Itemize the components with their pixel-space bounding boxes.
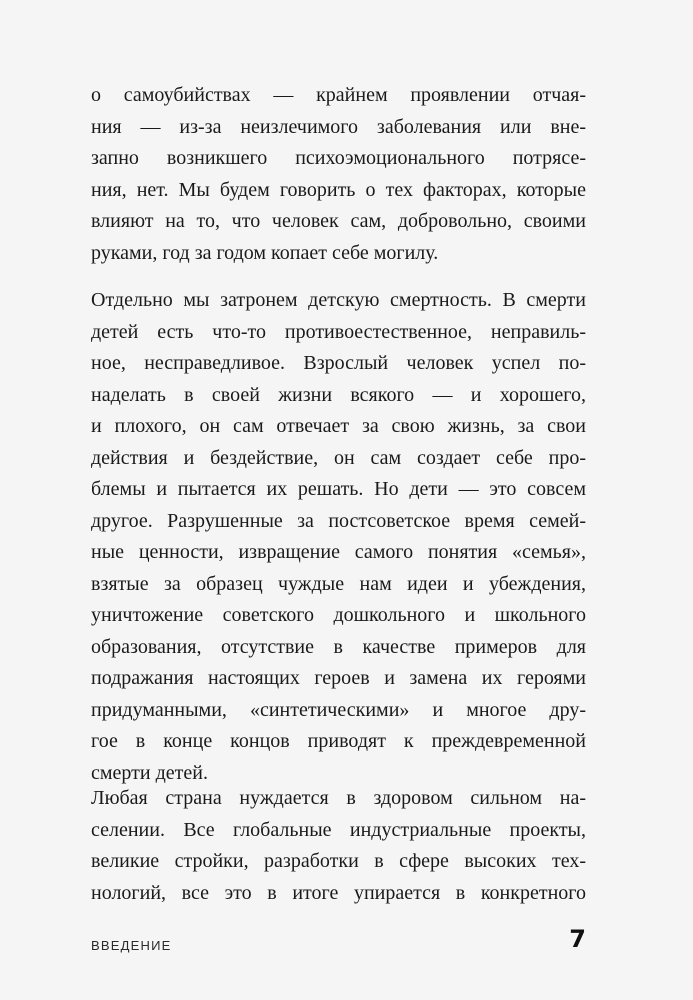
- text-line: детей есть что-то противоестественное, неправиль-: [91, 320, 586, 343]
- text-line: влияют на то, что человек сам, добровольно, своими: [91, 210, 586, 232]
- text-line: образования, отсутствие в качестве примеров для: [91, 635, 586, 658]
- text-line: селении. Все глобальные индустриальные проекты,: [91, 818, 586, 841]
- text-line: ные ценности, извращение самого понятия «семья»,: [91, 541, 586, 563]
- text-line: придуманными, «синтетическими» и многое дру-: [91, 698, 586, 721]
- text-line: подражания настоящих героев и замена их героями: [91, 667, 586, 689]
- text-line: смерти детей.: [91, 761, 208, 784]
- text-line: нологий, все это в итоге упирается в конкретного: [91, 881, 586, 904]
- text-line: ния, нет. Мы будем говорить о тех факторах, которые: [91, 178, 586, 201]
- text-line: ное, несправедливое. Взрослый человек успел по-: [91, 352, 586, 374]
- text-line: Любая страна нуждается в здоровом сильном на-: [91, 787, 586, 809]
- text-line: другое. Разрушенные за постсоветское время семей-: [91, 509, 586, 532]
- text-line: руками, год за годом копает себе могилу.: [91, 241, 439, 264]
- text-line: наделать в своей жизни всякого — и хорошего,: [91, 383, 586, 406]
- text-line: гое в конце концов приводят к преждевременной: [91, 730, 586, 752]
- page-number: 7: [569, 925, 586, 953]
- text-line: взятые за образец чуждые нам идеи и убеждения,: [91, 572, 586, 595]
- text-line: и плохого, он сам отвечает за свою жизнь, за свои: [91, 415, 586, 437]
- text-line: ния — из-за неизлечимого заболевания или вне-: [91, 115, 586, 138]
- paragraph: [91, 80, 586, 269]
- text-line: действия и бездействие, он сам создает себе про-: [91, 446, 586, 469]
- text-line: Отдельно мы затронем детскую смертность. В смерти: [91, 289, 586, 311]
- running-footer-section: ВВЕДЕНИЕ: [91, 938, 172, 953]
- text-line: великие стройки, разработки в сфере высоких тех-: [91, 850, 586, 872]
- text-line: о самоубийствах — крайнем проявлении отчая-: [91, 84, 586, 106]
- text-line: запно возникшего психоэмоционального потрясе-: [91, 147, 586, 169]
- paragraph: [91, 285, 586, 789]
- text-line: уничтожение советского дошкольного и школьного: [91, 604, 586, 626]
- text-line: блемы и пытается их решать. Но дети — это совсем: [91, 478, 586, 500]
- paragraph: [91, 783, 586, 909]
